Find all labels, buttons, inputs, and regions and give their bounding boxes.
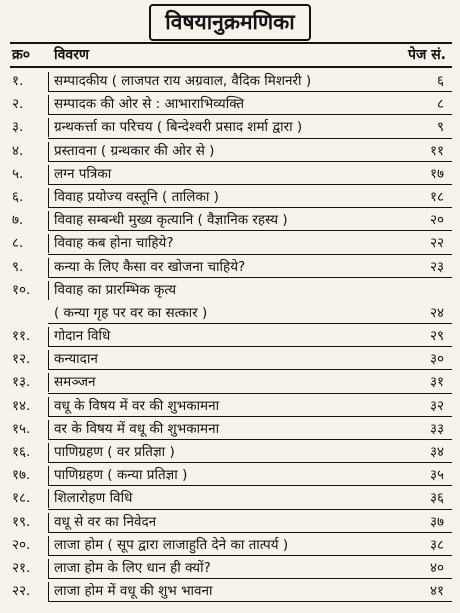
toc-row-underline	[48, 346, 452, 347]
toc-row-underline	[48, 462, 452, 463]
toc-row	[12, 511, 452, 534]
toc-list	[12, 70, 452, 603]
toc-row-underline	[48, 230, 452, 231]
toc-row	[12, 93, 452, 116]
toc-row-page: ३३	[429, 420, 444, 437]
toc-row-underline	[48, 601, 452, 602]
page-title: विषयानुक्रमणिका	[149, 4, 310, 41]
toc-row	[12, 279, 452, 302]
toc-row-description: समञ्जन	[54, 374, 96, 391]
toc-row-description: विवाह का प्रारम्भिक कृत्य	[54, 281, 177, 298]
toc-row-page: ४०	[429, 559, 444, 576]
title-area	[0, 4, 460, 41]
toc-row-page: ३१	[429, 374, 444, 391]
toc-row-divider	[48, 466, 49, 485]
toc-row-page: १८	[429, 188, 444, 205]
toc-row-divider	[48, 350, 49, 369]
toc-row-underline	[48, 114, 452, 115]
toc-row-description: कन्यादान	[54, 351, 98, 368]
toc-row	[12, 256, 452, 279]
toc-row-number: १२.	[12, 351, 31, 368]
toc-row-underline	[48, 369, 452, 370]
toc-row-description: सम्पादक की ओर से : आभाराभिव्यक्ति	[54, 96, 245, 113]
toc-row-description: वधू से वर का निवेदन	[54, 513, 157, 530]
toc-row-underline	[48, 254, 452, 255]
toc-row-description: प्रस्तावना ( ग्रन्थकार की ओर से )	[54, 142, 215, 159]
toc-row-description: कन्या के लिए कैसा वर खोजना चाहिये?	[54, 258, 246, 275]
toc-row-number: ८.	[12, 235, 24, 252]
toc-row-number: १०.	[12, 281, 31, 298]
toc-row-page: ८	[436, 96, 444, 113]
toc-row-underline	[48, 138, 452, 139]
header-page-label: पेज सं.	[408, 47, 446, 63]
toc-row-page: ९	[436, 119, 444, 136]
toc-row-page: २२	[429, 235, 444, 252]
toc-row	[12, 209, 452, 232]
toc-row-description: सम्पादकीय ( लाजपत राय अग्रवाल, वैदिक मिशनरी )	[54, 73, 312, 89]
toc-row-divider	[48, 72, 49, 91]
toc-row-number: २०.	[12, 536, 31, 553]
toc-row	[12, 186, 452, 209]
toc-row-divider	[48, 234, 49, 253]
toc-row-description: वर के विषय में वधू की शुभकामना	[54, 420, 220, 437]
toc-row-number: १३.	[12, 374, 31, 391]
toc-row-divider	[48, 95, 49, 114]
toc-row-page: २९	[429, 328, 444, 345]
toc-row-page: ३७	[429, 513, 444, 530]
toc-header	[12, 45, 452, 65]
toc-row-underline	[48, 509, 452, 510]
toc-row-page: २०	[429, 212, 444, 229]
toc-row-divider	[48, 373, 49, 392]
toc-row-underline	[48, 416, 452, 417]
toc-row-underline	[48, 277, 452, 278]
toc-row	[12, 140, 452, 163]
toc-row	[12, 116, 452, 139]
toc-row	[12, 371, 452, 394]
toc-row-description: लाजा होम ( सूप द्वारा लाजाहुति देने का तात्पर्य )	[54, 536, 289, 553]
toc-row-underline	[48, 578, 452, 579]
toc-row-divider	[48, 281, 49, 300]
toc-row-number: २१.	[12, 559, 31, 576]
toc-row-underline	[48, 439, 452, 440]
toc-row-page: ४१	[429, 583, 444, 600]
toc-row	[12, 395, 452, 418]
toc-row-number: १.	[12, 73, 24, 89]
toc-row-number: ४.	[12, 142, 24, 159]
toc-row-number: ५.	[12, 165, 24, 182]
toc-row-description: विवाह कब होना चाहिये?	[54, 235, 174, 252]
toc-row-number: २२.	[12, 583, 31, 600]
toc-row	[12, 163, 452, 186]
toc-row-description: ग्रन्थकर्त्ता का परिचय ( बिन्देश्वरी प्रसाद शर्मा द्वारा )	[54, 119, 303, 136]
toc-row-page: ३६	[429, 490, 444, 507]
toc-row-underline	[48, 91, 452, 92]
toc-row-divider	[48, 582, 49, 601]
toc-row-number: ९.	[12, 258, 24, 275]
toc-row	[12, 302, 452, 325]
toc-row-number: १४.	[12, 397, 31, 414]
toc-row-number: ७.	[12, 212, 24, 229]
toc-row-divider	[48, 142, 49, 161]
toc-row	[12, 348, 452, 371]
header-bottom-rule	[10, 66, 452, 68]
toc-row-divider	[48, 397, 49, 416]
toc-row	[12, 70, 452, 93]
toc-row-page: ६	[436, 73, 444, 89]
toc-row-page: ३४	[429, 444, 444, 460]
toc-row-divider	[48, 188, 49, 207]
toc-row-page: ३८	[429, 536, 444, 553]
toc-row-description: शिलारोहण विधि	[54, 490, 133, 507]
toc-row-number: २.	[12, 96, 24, 113]
toc-row-description: लाजा होम में वधू की शुभ भावना	[54, 583, 213, 600]
toc-row	[12, 441, 452, 464]
toc-row-divider	[48, 118, 49, 137]
toc-row-number: १६.	[12, 444, 31, 460]
toc-row	[12, 232, 452, 255]
toc-row-description: पाणिग्रहण ( वर प्रतिज्ञा )	[54, 444, 175, 460]
toc-row-description: विवाह सम्बन्धी मुख्य कृत्यानि ( वैज्ञानिक रहस्य )	[54, 212, 288, 229]
toc-row-underline	[48, 485, 452, 486]
toc-row-underline	[48, 207, 452, 208]
toc-row-divider	[48, 559, 49, 578]
toc-row-page: २३	[429, 258, 444, 275]
toc-row-underline	[48, 555, 452, 556]
toc-row-divider	[48, 513, 49, 532]
header-description-label: विवरण	[54, 47, 90, 63]
toc-row	[12, 580, 452, 603]
toc-row	[12, 464, 452, 487]
toc-row-divider	[48, 165, 49, 184]
toc-row-underline	[48, 323, 452, 324]
toc-row-divider	[48, 536, 49, 555]
toc-row-page: ११	[429, 142, 444, 159]
toc-row-page: ३२	[429, 397, 444, 414]
toc-row-number: १८.	[12, 490, 31, 507]
toc-row-description: पाणिग्रहण ( कन्या प्रतिज्ञा )	[54, 467, 188, 484]
toc-row	[12, 418, 452, 441]
toc-row-number: ६.	[12, 188, 24, 205]
toc-row-underline	[48, 393, 452, 394]
toc-row-page: १७	[429, 165, 444, 182]
toc-row-description: विवाह प्रयोज्य वस्तूनि ( तालिका )	[54, 188, 219, 205]
toc-row	[12, 487, 452, 510]
toc-row-description: वधू के विषय में वर की शुभकामना	[54, 397, 220, 414]
toc-row-description: ( कन्या गृह पर वर का सत्कार )	[54, 304, 208, 321]
toc-row-description: लग्न पत्रिका	[54, 165, 112, 182]
toc-row-number: १७.	[12, 467, 31, 484]
toc-row-divider	[48, 489, 49, 508]
toc-row-divider	[48, 327, 49, 346]
toc-row-description: लाजा होम के लिए धान ही क्यों?	[54, 559, 211, 576]
toc-row-divider	[48, 443, 49, 462]
toc-row-description: गोदान विधि	[54, 328, 111, 345]
header-number-label: क्र०	[12, 47, 31, 63]
header-top-rule	[10, 42, 452, 44]
toc-row-underline	[48, 184, 452, 185]
toc-row	[12, 557, 452, 580]
toc-row-number: १५.	[12, 420, 31, 437]
toc-row	[12, 534, 452, 557]
toc-row	[12, 325, 452, 348]
toc-row-number: ३.	[12, 119, 24, 136]
toc-row-number: ११.	[12, 328, 31, 345]
toc-row-number: १९.	[12, 513, 31, 530]
toc-row-divider	[48, 420, 49, 439]
toc-row-page: ३५	[429, 467, 444, 484]
toc-row-page: ३०	[429, 351, 444, 368]
toc-row-divider	[48, 211, 49, 230]
toc-row-underline	[48, 532, 452, 533]
toc-row-divider	[48, 258, 49, 277]
toc-row-underline	[48, 161, 452, 162]
toc-row-page: २४	[429, 304, 444, 321]
